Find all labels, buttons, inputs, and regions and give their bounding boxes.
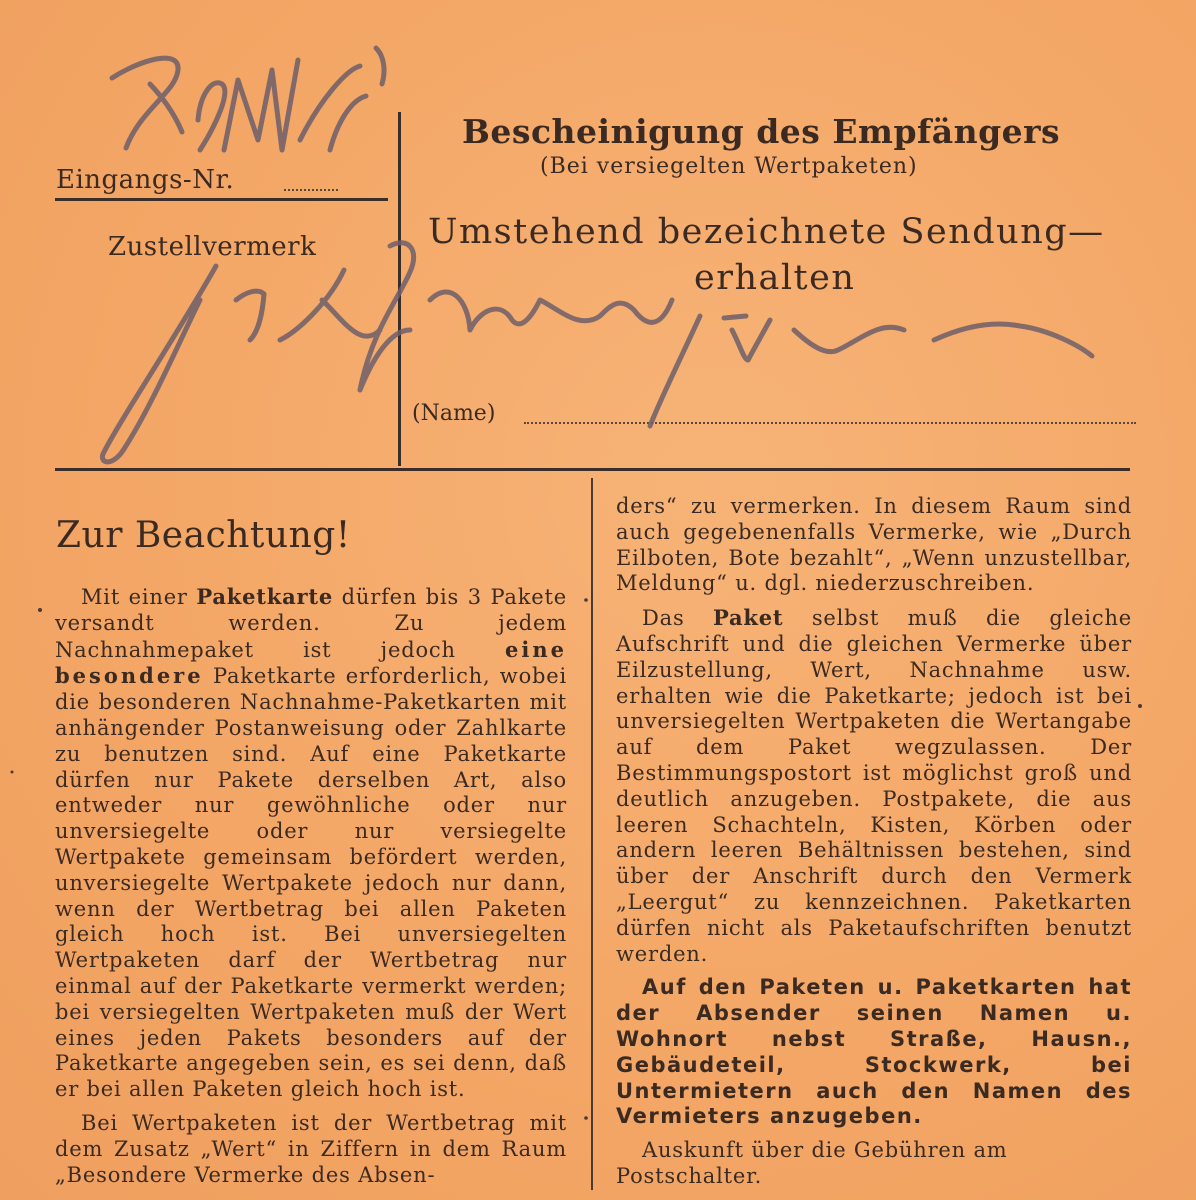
delivery-note-label: Zustellvermerk xyxy=(108,232,317,262)
sender-notice-bold: Auf den Paketen u. Paketkarten hat der Absender seinen Namen u. Wohnort nebst Straße, Hausn., Gebäudeteil, Stockwerk, bei Untermietern auch den Namen des Vermieters anzugeben. xyxy=(616,975,1132,1129)
notice-heading: Zur Beachtung! xyxy=(56,515,351,556)
handwritten-signature xyxy=(102,243,1092,462)
entry-number-label: Eingangs-Nr. xyxy=(56,165,235,195)
certificate-subtitle: (Bei versiegelten Wertpaketen) xyxy=(540,154,918,179)
notice-left-paragraph-2: Bei Wertpaketen ist der Wertbetrag mit dem Zusatz „Wert“ in Ziffern in dem Raum „Besondere Vermerke des Absen- xyxy=(55,1110,567,1187)
notice-left-paragraph-1: Mit einer Paketkarte dürfen bis 3 Pakete versandt werden. Zu jedem Nachnahmepaket ist jedoch eine besondere Paketkarte erforderlich, wobei die besonderen Nachnahme-Paketkarten mit anhängender Postanweisung oder Zahlkarte zu benutzen sind. Auf eine Paketkarte dürfen nur Pakete derselben Art, also entweder nur gewöhnliche oder nur unversiegelte oder nur versiegelte Wertpakete gemeinsam befördert werden, unversiegelte Wertpakete jedoch nur dann, wenn der Wertbetrag bei allen Paketen gleich hoch ist. Bei unversiegelten Wertpaketen darf der Wertbetrag nur einmal auf der Paketkarte vermerkt werden; bei versiegelten Wertpaketen muß der Wert eines jeden Pakets besonders auf der Paketkarte angegeben sein, es sei denn, daß er bei allen Paketen gleich hoch ist. xyxy=(55,584,567,1102)
receipt-statement-line2: erhalten xyxy=(694,258,856,298)
name-label: (Name) xyxy=(412,401,496,426)
fees-info: Auskunft über die Gebühren am Postschalter. xyxy=(616,1138,1008,1188)
handwritten-entry-number xyxy=(112,48,384,150)
notice-right-paragraph-2: Das Paket selbst muß die gleiche Aufschrift und die gleichen Vermerke über Eilzustellung, Wert, Nachnahme usw. erhalten wie die Paketkarte; jedoch ist bei unversiegelten Wertpaketen die Wertangabe auf dem Paket wegzulassen. Der Bestimmungspostort ist möglichst groß und deutlich anzugeben. Postpakete, die aus leeren Schachteln, Kisten, Körben oder andern leeren Behältnissen bestehen, sind über der Anschrift durch den Vermerk „Leergut“ zu kennzeichnen. Paketkarten dürfen nicht als Paketaufschriften benutzt werden. xyxy=(616,605,1132,966)
receipt-statement-line1: Umstehend bezeichnete Sendung— xyxy=(428,212,1105,252)
notice-right-paragraph-1: ders“ zu vermerken. In diesem Raum sind auch gegebenenfalls Vermerke, wie „Durch Eilboten, Bote bezahlt“, „Wenn unzustellbar, Meldung“ u. dgl. niederzuschreiben. xyxy=(616,494,1132,596)
print-specks xyxy=(11,598,1143,1120)
certificate-title: Bescheinigung des Empfängers xyxy=(462,112,1061,151)
